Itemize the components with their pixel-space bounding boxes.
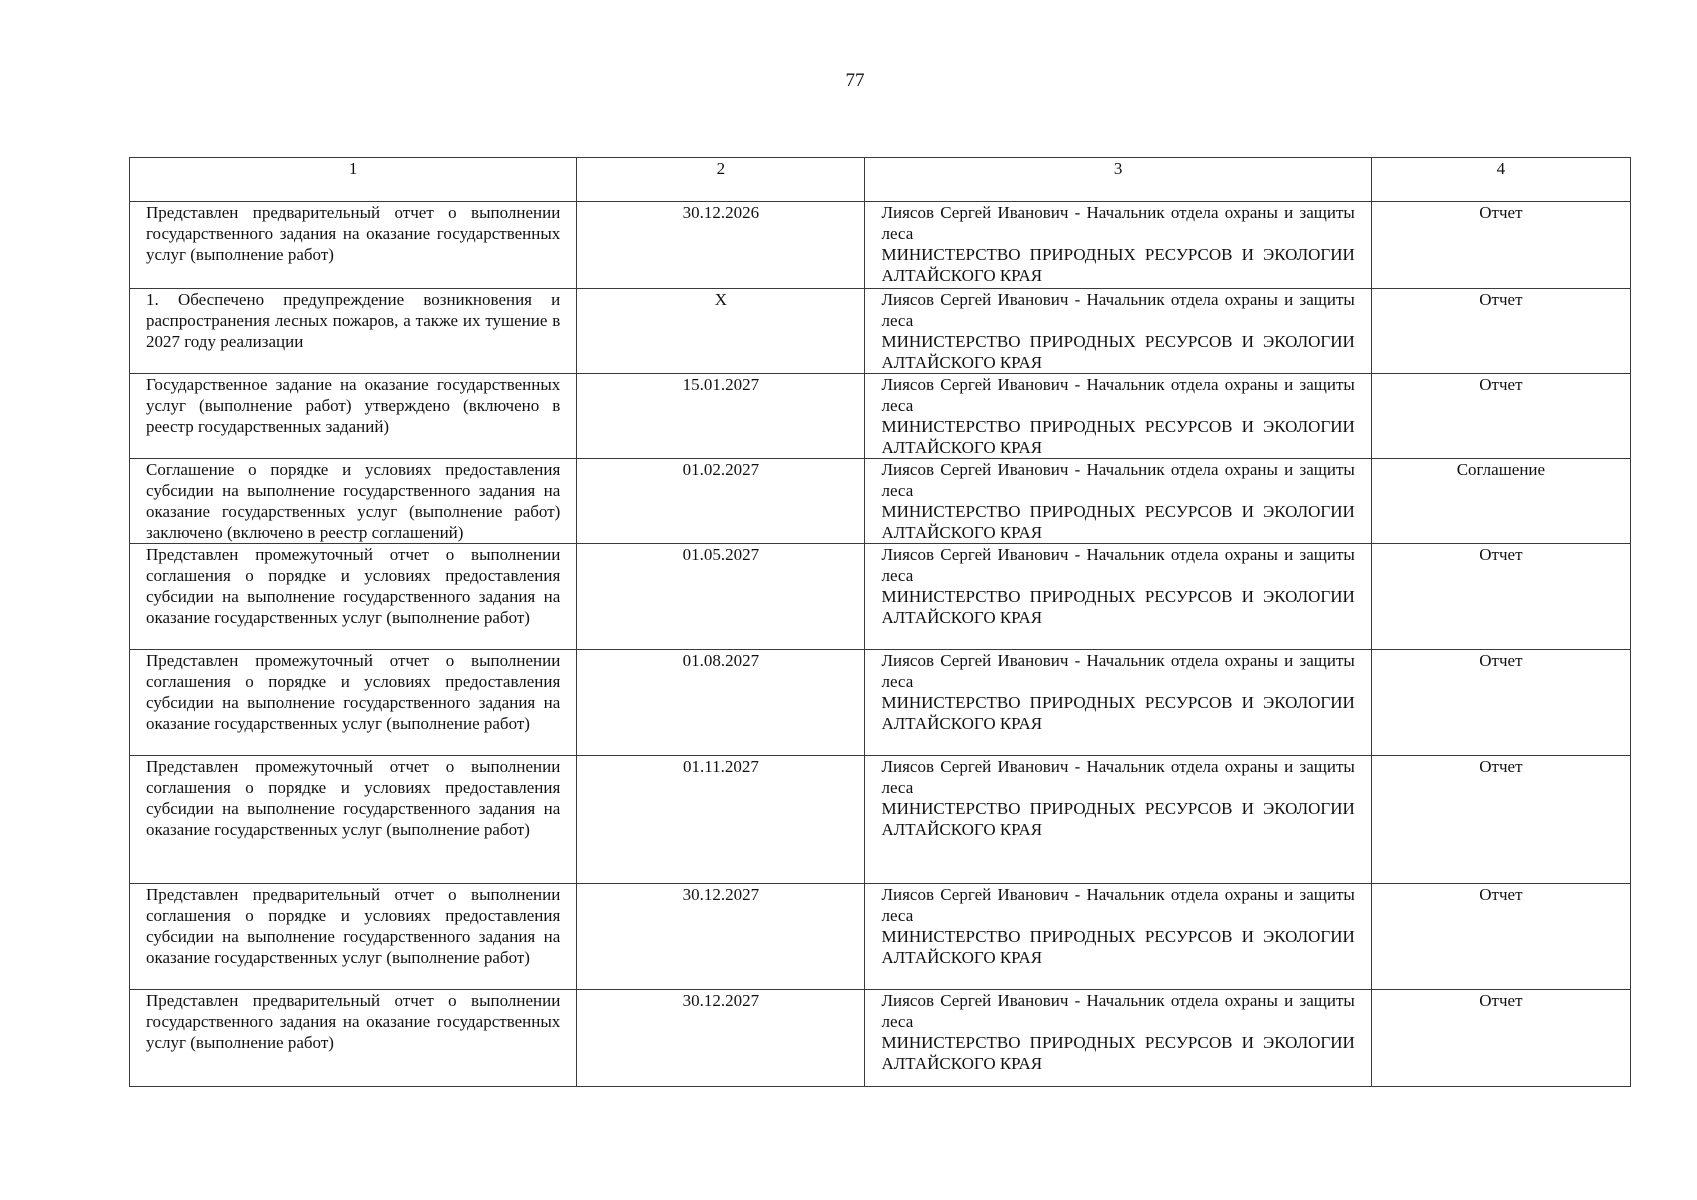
cell-date: 01.11.2027 <box>577 756 865 884</box>
responsible-person: Лиясов Сергей Иванович - Начальник отдела охраны и защиты леса <box>881 375 1355 415</box>
responsible-person: Лиясов Сергей Иванович - Начальник отдела охраны и защиты леса <box>881 991 1355 1031</box>
column-header-4: 4 <box>1371 158 1630 202</box>
table-row <box>130 650 1631 756</box>
responsible-organization: МИНИСТЕРСТВО ПРИРОДНЫХ РЕСУРСОВ И ЭКОЛОГИИ АЛТАЙСКОГО КРАЯ <box>881 587 1355 627</box>
cell-date: 30.12.2027 <box>577 884 865 990</box>
cell-responsible <box>865 990 1371 1087</box>
cell-document-type: Отчет <box>1371 202 1630 289</box>
cell-description: Представлен промежуточный отчет о выполнении соглашения о порядке и условиях предоставления субсидии на выполнение государственного задания на оказание государственных услуг (выполнение работ) <box>130 544 577 650</box>
responsible-person: Лиясов Сергей Иванович - Начальник отдела охраны и защиты леса <box>881 460 1355 500</box>
responsible-organization: МИНИСТЕРСТВО ПРИРОДНЫХ РЕСУРСОВ И ЭКОЛОГИИ АЛТАЙСКОГО КРАЯ <box>881 693 1355 733</box>
cell-responsible <box>865 202 1371 289</box>
cell-description: Представлен предварительный отчет о выполнении государственного задания на оказание государственных услуг (выполнение работ) <box>130 202 577 289</box>
responsible-organization: МИНИСТЕРСТВО ПРИРОДНЫХ РЕСУРСОВ И ЭКОЛОГИИ АЛТАЙСКОГО КРАЯ <box>881 927 1355 967</box>
table-row <box>130 990 1631 1087</box>
table-row <box>130 289 1631 374</box>
column-header-1: 1 <box>130 158 577 202</box>
table-row <box>130 756 1631 884</box>
responsible-organization: МИНИСТЕРСТВО ПРИРОДНЫХ РЕСУРСОВ И ЭКОЛОГИИ АЛТАЙСКОГО КРАЯ <box>881 799 1355 839</box>
table-row <box>130 374 1631 459</box>
table-body <box>130 158 1631 1087</box>
cell-date: X <box>577 289 865 374</box>
responsible-organization: МИНИСТЕРСТВО ПРИРОДНЫХ РЕСУРСОВ И ЭКОЛОГИИ АЛТАЙСКОГО КРАЯ <box>881 332 1355 372</box>
table-row <box>130 202 1631 289</box>
cell-date: 15.01.2027 <box>577 374 865 459</box>
responsible-person: Лиясов Сергей Иванович - Начальник отдела охраны и защиты леса <box>881 757 1355 797</box>
cell-document-type: Отчет <box>1371 884 1630 990</box>
cell-responsible <box>865 756 1371 884</box>
cell-date: 30.12.2026 <box>577 202 865 289</box>
cell-document-type: Соглашение <box>1371 459 1630 544</box>
responsible-organization: МИНИСТЕРСТВО ПРИРОДНЫХ РЕСУРСОВ И ЭКОЛОГИИ АЛТАЙСКОГО КРАЯ <box>881 245 1355 285</box>
cell-description: Государственное задание на оказание государственных услуг (выполнение работ) утверждено (включено в реестр государственных заданий) <box>130 374 577 459</box>
responsible-organization: МИНИСТЕРСТВО ПРИРОДНЫХ РЕСУРСОВ И ЭКОЛОГИИ АЛТАЙСКОГО КРАЯ <box>881 417 1355 457</box>
cell-description: 1. Обеспечено предупреждение возникновения и распространения лесных пожаров, а также их тушение в 2027 году реализации <box>130 289 577 374</box>
table-header-row <box>130 158 1631 202</box>
cell-responsible <box>865 374 1371 459</box>
cell-description: Соглашение о порядке и условиях предоставления субсидии на выполнение государственного задания на оказание государственных услуг (выполнение работ) заключено (включено в реестр соглашений) <box>130 459 577 544</box>
responsible-person: Лиясов Сергей Иванович - Начальник отдела охраны и защиты леса <box>881 651 1355 691</box>
responsible-person: Лиясов Сергей Иванович - Начальник отдела охраны и защиты леса <box>881 545 1355 585</box>
column-header-2: 2 <box>577 158 865 202</box>
responsible-person: Лиясов Сергей Иванович - Начальник отдела охраны и защиты леса <box>881 290 1355 330</box>
cell-description: Представлен предварительный отчет о выполнении государственного задания на оказание государственных услуг (выполнение работ) <box>130 990 577 1087</box>
responsible-person: Лиясов Сергей Иванович - Начальник отдела охраны и защиты леса <box>881 885 1355 925</box>
cell-date: 01.02.2027 <box>577 459 865 544</box>
cell-responsible <box>865 544 1371 650</box>
column-header-3: 3 <box>865 158 1371 202</box>
table-row <box>130 459 1631 544</box>
cell-responsible <box>865 650 1371 756</box>
cell-date: 30.12.2027 <box>577 990 865 1087</box>
responsible-person: Лиясов Сергей Иванович - Начальник отдела охраны и защиты леса <box>881 203 1355 243</box>
cell-responsible <box>865 884 1371 990</box>
cell-responsible <box>865 289 1371 374</box>
responsible-organization: МИНИСТЕРСТВО ПРИРОДНЫХ РЕСУРСОВ И ЭКОЛОГИИ АЛТАЙСКОГО КРАЯ <box>881 1033 1355 1073</box>
cell-description: Представлен промежуточный отчет о выполнении соглашения о порядке и условиях предоставления субсидии на выполнение государственного задания на оказание государственных услуг (выполнение работ) <box>130 756 577 884</box>
schedule-table <box>129 157 1631 1087</box>
table-row <box>130 544 1631 650</box>
cell-date: 01.05.2027 <box>577 544 865 650</box>
cell-document-type: Отчет <box>1371 544 1630 650</box>
page-number: 77 <box>845 70 865 91</box>
table-row <box>130 884 1631 990</box>
cell-document-type: Отчет <box>1371 756 1630 884</box>
cell-responsible <box>865 459 1371 544</box>
cell-description: Представлен предварительный отчет о выполнении соглашения о порядке и условиях предоставления субсидии на выполнение государственного задания на оказание государственных услуг (выполнение работ) <box>130 884 577 990</box>
responsible-organization: МИНИСТЕРСТВО ПРИРОДНЫХ РЕСУРСОВ И ЭКОЛОГИИ АЛТАЙСКОГО КРАЯ <box>881 502 1355 542</box>
cell-document-type: Отчет <box>1371 990 1630 1087</box>
cell-description: Представлен промежуточный отчет о выполнении соглашения о порядке и условиях предоставления субсидии на выполнение государственного задания на оказание государственных услуг (выполнение работ) <box>130 650 577 756</box>
cell-document-type: Отчет <box>1371 650 1630 756</box>
cell-date: 01.08.2027 <box>577 650 865 756</box>
cell-document-type: Отчет <box>1371 289 1630 374</box>
cell-document-type: Отчет <box>1371 374 1630 459</box>
